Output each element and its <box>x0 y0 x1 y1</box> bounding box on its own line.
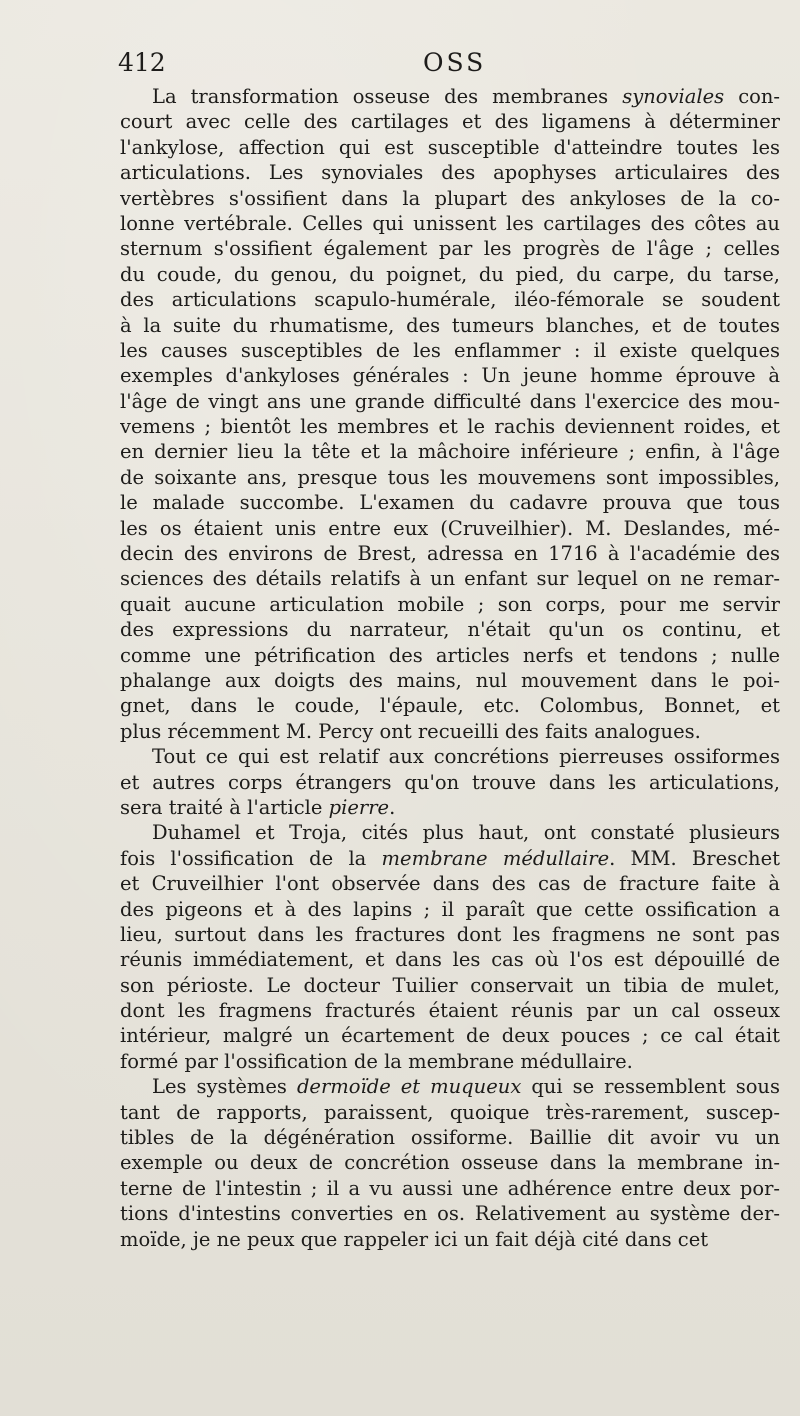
text-line <box>120 592 780 617</box>
text-line <box>120 998 780 1023</box>
text-line <box>120 465 780 490</box>
text-line <box>120 414 780 439</box>
body-text <box>120 84 780 1252</box>
text-run: court avec celle des cartilages et des ligamens à déterminer <box>120 110 780 134</box>
text-line <box>120 262 780 287</box>
text-run: plus récemment M. Percy ont recueilli des faits analogues. <box>120 719 701 743</box>
text-run: tant de rapports, paraissent, quoique très-rarement, suscep- <box>120 1100 780 1124</box>
text-line <box>120 490 780 515</box>
text-run: l'ankylose, affection qui est susceptible d'atteindre toutes les <box>120 135 780 159</box>
text-run: moïde, je ne peux que rappeler ici un fait déjà cité dans cet <box>120 1227 709 1251</box>
text-run: gnet, dans le coude, l'épaule, etc. Colombus, Bonnet, et <box>120 694 780 718</box>
text-run: des pigeons et à des lapins ; il paraît que cette ossification a <box>120 897 780 921</box>
text-line <box>120 947 780 972</box>
text-line <box>120 541 780 566</box>
text-line <box>120 1150 780 1175</box>
page-number: 412 <box>118 48 166 77</box>
paragraph <box>120 744 780 820</box>
running-head: OSS <box>423 48 487 77</box>
text-run: phalange aux doigts des mains, nul mouvement dans le poi- <box>120 668 780 692</box>
text-line <box>120 236 780 261</box>
text-run: . MM. Breschet <box>609 846 780 870</box>
text-line <box>120 211 780 236</box>
text-run: quait aucune articulation mobile ; son corps, pour me servir <box>120 592 780 616</box>
text-run: en dernier lieu la tête et la mâchoire inférieure ; enfin, à l'âge <box>120 440 780 464</box>
paragraph <box>120 84 780 744</box>
text-line <box>120 1049 780 1074</box>
text-run: qui se ressemblent sous <box>521 1075 780 1099</box>
text-line <box>120 389 780 414</box>
page-header <box>118 48 778 84</box>
text-run: vemens ; bientôt les membres et le rachis deviennent roides, et <box>120 415 780 439</box>
text-run: l'âge de vingt ans une grande difficulté dans l'exercice des mou- <box>120 389 780 413</box>
text-line <box>120 1227 780 1252</box>
text-run: de soixante ans, presque tous les mouvemens sont impossibles, <box>120 465 780 489</box>
text-line <box>120 846 780 871</box>
italic-run: dermoïde et muqueux <box>296 1075 522 1099</box>
text-line <box>120 566 780 591</box>
text-line <box>120 643 780 668</box>
text-line <box>120 160 780 185</box>
text-run: fois l'ossification de la <box>120 846 382 870</box>
text-line <box>120 84 780 109</box>
text-run: les os étaient unis entre eux (Cruveilhier). M. Deslandes, mé- <box>120 516 780 540</box>
text-line <box>120 313 780 338</box>
text-run: sciences des détails relatifs à un enfant sur lequel on ne remar- <box>120 567 780 591</box>
text-line <box>120 770 780 795</box>
text-run: Les systèmes <box>152 1075 297 1099</box>
paragraph <box>120 820 780 1074</box>
text-run: formé par l'ossification de la membrane médullaire. <box>120 1049 633 1073</box>
text-run: lonne vertébrale. Celles qui unissent les cartilages des côtes au <box>120 211 780 235</box>
text-run: terne de l'intestin ; il a vu aussi une adhérence entre deux por- <box>120 1176 780 1200</box>
text-line <box>120 744 780 769</box>
text-line <box>120 287 780 312</box>
text-run: exemple ou deux de concrétion osseuse dans la membrane in- <box>120 1151 780 1175</box>
text-run: Tout ce qui est relatif aux concrétions pierreuses ossiformes <box>152 745 780 769</box>
text-run: et autres corps étrangers qu'on trouve dans les articulations, <box>120 770 780 794</box>
text-run: Duhamel et Troja, cités plus haut, ont constaté plusieurs <box>152 821 780 845</box>
text-run: le malade succombe. L'examen du cadavre prouva que tous <box>120 491 780 515</box>
text-run: des expressions du narrateur, n'était qu'un os continu, et <box>120 618 780 642</box>
text-run: dont les fragmens fracturés étaient réunis par un cal osseux <box>120 999 780 1023</box>
text-run: intérieur, malgré un écartement de deux pouces ; ce cal était <box>120 1024 780 1048</box>
text-line <box>120 1023 780 1048</box>
text-run: tions d'intestins converties en os. Relativement au système der- <box>120 1202 780 1226</box>
text-run: sera traité à l'article <box>120 795 329 819</box>
text-line <box>120 897 780 922</box>
text-run: exemples d'ankyloses générales : Un jeune homme éprouve à <box>120 364 780 388</box>
text-line <box>120 871 780 896</box>
text-line <box>120 186 780 211</box>
text-line <box>120 1100 780 1125</box>
text-line <box>120 1176 780 1201</box>
text-run: des articulations scapulo-humérale, iléo-fémorale se soudent <box>120 288 780 312</box>
text-run: et Cruveilhier l'ont observée dans des cas de fracture faite à <box>120 872 780 896</box>
text-line <box>120 1125 780 1150</box>
text-run: vertèbres s'ossifient dans la plupart des ankyloses de la co- <box>120 186 780 210</box>
text-line <box>120 1201 780 1226</box>
text-line <box>120 338 780 363</box>
text-line <box>120 1074 780 1099</box>
text-run: lieu, surtout dans les fractures dont les fragmens ne sont pas <box>120 922 780 946</box>
text-line <box>120 922 780 947</box>
text-line <box>120 617 780 642</box>
text-line <box>120 668 780 693</box>
text-line <box>120 795 780 820</box>
text-run: La transformation osseuse des membranes <box>152 85 623 108</box>
text-run: sternum s'ossifient également par les progrès de l'âge ; celles <box>120 237 780 261</box>
text-line <box>120 363 780 388</box>
text-line <box>120 135 780 160</box>
text-line <box>120 719 780 744</box>
text-run: son périoste. Le docteur Tuilier conservait un tibia de mulet, <box>120 973 780 997</box>
text-run: . <box>389 795 396 819</box>
text-run: comme une pétrification des articles nerfs et tendons ; nulle <box>120 643 780 667</box>
text-line <box>120 516 780 541</box>
text-run: articulations. Les synoviales des apophyses articulaires des <box>120 161 780 185</box>
text-run: con- <box>724 85 780 108</box>
text-run: tibles de la dégénération ossiforme. Baillie dit avoir vu un <box>120 1126 780 1150</box>
text-line <box>120 973 780 998</box>
text-run: les causes susceptibles de les enflammer : il existe quelques <box>120 338 780 362</box>
text-run: decin des environs de Brest, adressa en 1716 à l'académie des <box>120 542 780 566</box>
text-line <box>120 693 780 718</box>
text-line <box>120 820 780 845</box>
text-run: à la suite du rhumatisme, des tumeurs blanches, et de toutes <box>120 313 780 337</box>
text-run: réunis immédiatement, et dans les cas où l'os est dépouillé de <box>120 948 780 972</box>
text-line <box>120 439 780 464</box>
italic-run: membrane médullaire <box>381 846 610 870</box>
paragraph <box>120 1074 780 1252</box>
text-line <box>120 109 780 134</box>
italic-run: pierre <box>328 795 390 819</box>
italic-run: synoviales <box>622 85 725 108</box>
text-run: du coude, du genou, du poignet, du pied, du carpe, du tarse, <box>120 262 780 286</box>
